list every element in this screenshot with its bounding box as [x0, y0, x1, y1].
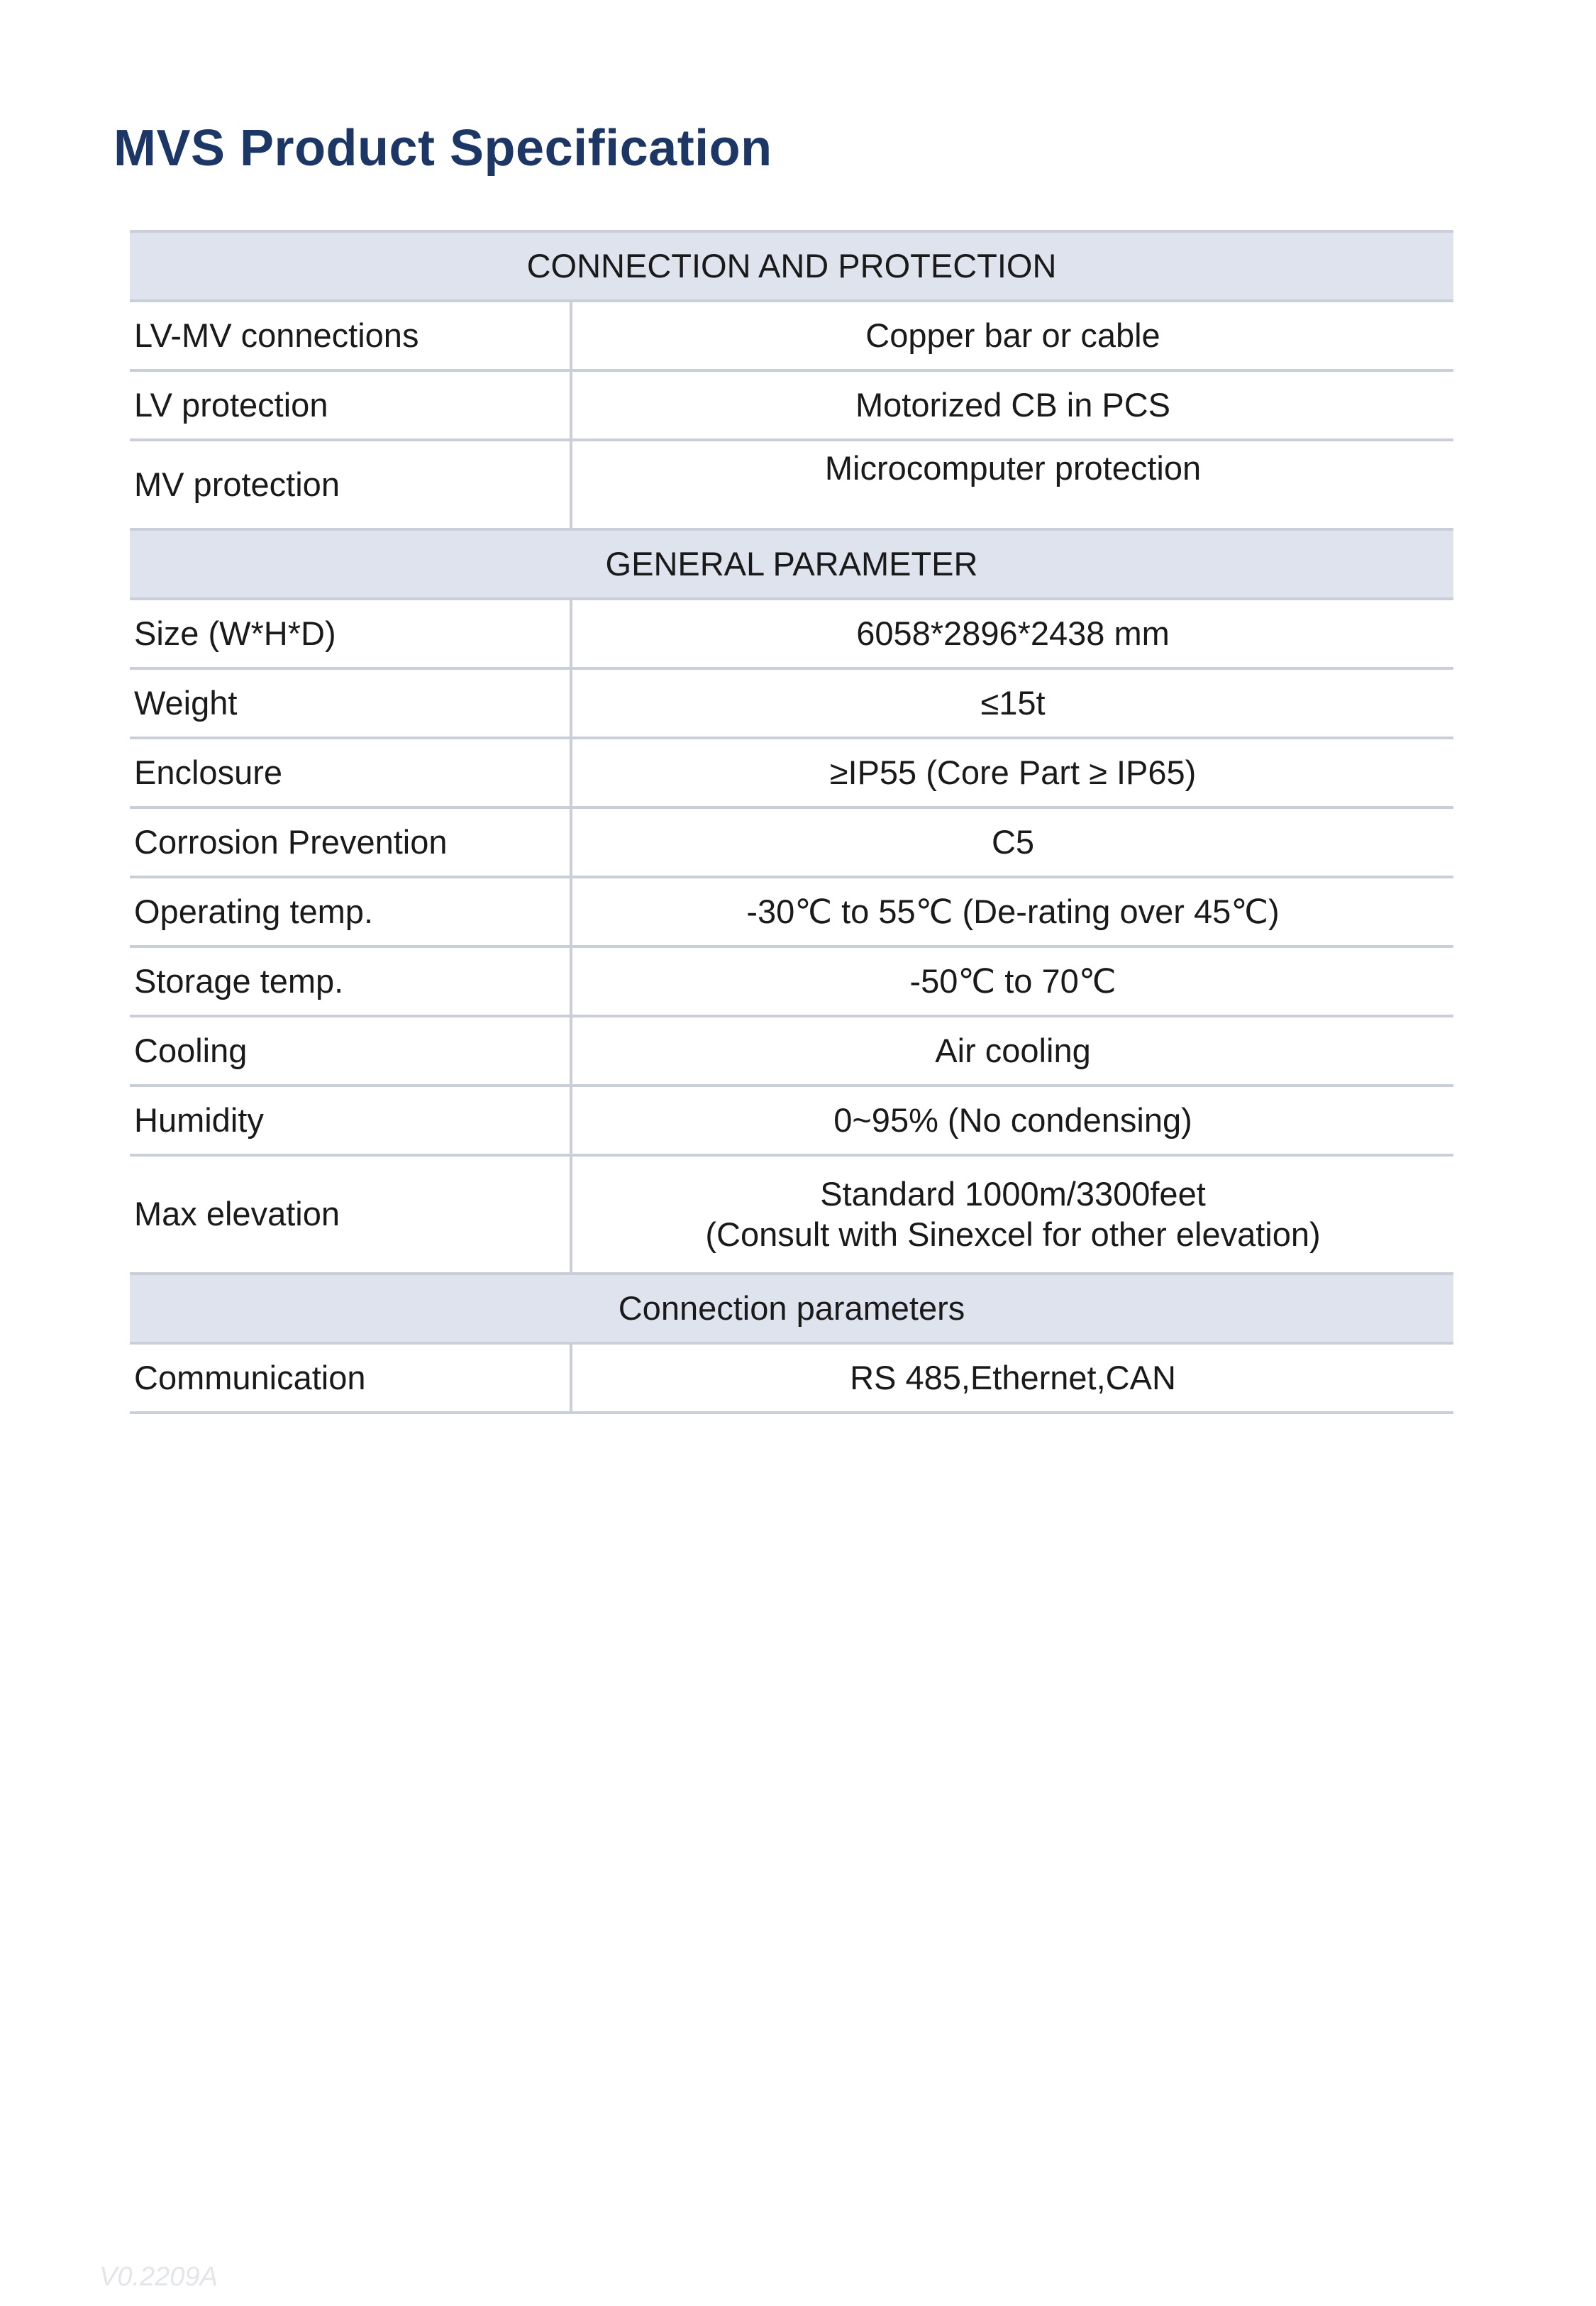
table-row [130, 1155, 1453, 1274]
max-elevation-line-2: (Consult with Sinexcel for other elevation) [705, 1215, 1321, 1253]
section-header-general-parameter: GENERAL PARAMETER [130, 529, 1453, 599]
table-row [130, 440, 1453, 529]
row-value-communication: RS 485,Ethernet,CAN [571, 1343, 1453, 1413]
row-label-cooling: Cooling [130, 1016, 571, 1086]
row-value-lv-protection: Motorized CB in PCS [571, 370, 1453, 440]
table-row [130, 1343, 1453, 1413]
row-value-max-elevation [571, 1155, 1453, 1274]
row-value-humidity: 0~95% (No condensing) [571, 1086, 1453, 1155]
row-label-storage-temp: Storage temp. [130, 947, 571, 1016]
section-header-row [130, 529, 1453, 599]
table-row [130, 370, 1453, 440]
row-label-mv-protection: MV protection [130, 440, 571, 529]
row-value-size: 6058*2896*2438 mm [571, 599, 1453, 668]
table-row [130, 877, 1453, 947]
row-value-lv-mv-connections: Copper bar or cable [571, 301, 1453, 370]
row-label-operating-temp: Operating temp. [130, 877, 571, 947]
row-value-cooling: Air cooling [571, 1016, 1453, 1086]
row-label-lv-protection: LV protection [130, 370, 571, 440]
table-row [130, 1086, 1453, 1155]
table-row [130, 301, 1453, 370]
table-row [130, 947, 1453, 1016]
row-label-size: Size (W*H*D) [130, 599, 571, 668]
table-row [130, 738, 1453, 807]
table-row [130, 668, 1453, 738]
row-value-corrosion-prevention: C5 [571, 807, 1453, 877]
row-value-storage-temp: -50℃ to 70℃ [571, 947, 1453, 1016]
table-row [130, 1016, 1453, 1086]
row-label-lv-mv-connections: LV-MV connections [130, 301, 571, 370]
row-value-operating-temp: -30℃ to 55℃ (De-rating over 45℃) [571, 877, 1453, 947]
row-label-corrosion-prevention: Corrosion Prevention [130, 807, 571, 877]
row-label-max-elevation: Max elevation [130, 1155, 571, 1274]
row-label-enclosure: Enclosure [130, 738, 571, 807]
row-value-mv-protection: Microcomputer protection [571, 440, 1453, 529]
table-row [130, 807, 1453, 877]
spec-table [130, 230, 1453, 1414]
section-header-row [130, 231, 1453, 301]
row-label-humidity: Humidity [130, 1086, 571, 1155]
section-header-connection-parameters: Connection parameters [130, 1274, 1453, 1343]
page-title: MVS Product Specification [113, 120, 772, 177]
max-elevation-line-1: Standard 1000m/3300feet [820, 1175, 1206, 1213]
section-header-connection-protection: CONNECTION AND PROTECTION [130, 231, 1453, 301]
row-label-communication: Communication [130, 1343, 571, 1413]
section-header-row [130, 1274, 1453, 1343]
table-row [130, 599, 1453, 668]
row-label-weight: Weight [130, 668, 571, 738]
row-value-weight: ≤15t [571, 668, 1453, 738]
row-value-enclosure: ≥IP55 (Core Part ≥ IP65) [571, 738, 1453, 807]
version-label: V0.2209A [99, 2262, 218, 2292]
